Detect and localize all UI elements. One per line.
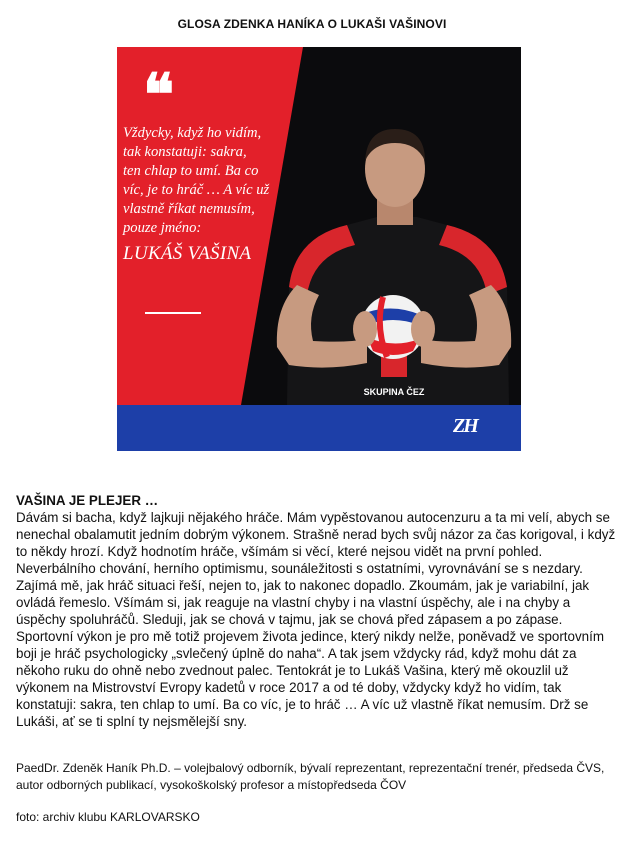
article-body: [16, 492, 616, 730]
quote-line: vlastně říkat nemusím,: [123, 201, 255, 217]
player-photo: [267, 117, 521, 405]
quote-line: Vždycky, když ho vidím,: [123, 125, 262, 141]
photo-credit: foto: archiv klubu KARLOVARSKO: [16, 810, 200, 824]
poster-player-name: LUKÁŠ VAŠINA: [123, 243, 252, 264]
quote-poster: [117, 47, 521, 451]
quote-mark-icon: ❝: [143, 63, 175, 128]
article-paragraph: Dávám si bacha, když lajkuji nějakého hráče. Mám vypěstovanou autocenzuru a ta mi velí, abych se nenechal obalamutit jedním dobrým výkonem. Strašně nerad bych svůj názor za čas korigoval, i když to někdy hrozí. Když hodnotím hráče, všímám si věcí, které nejsou vidět na první pohled. Neverbálního chování, herního optimismu, sounáležitosti s ostatními, vyrovnávání se s nezdary. Zajímá mě, jak hráč situaci řeší, nejen to, jak to nakonec dopadlo. Zkoumám, jak je variabilní, jak ovládá řemeslo. Všímám si, jak reaguje na vlastní chyby i na vlastní úspěchy, ale i na chyby a úspěchy spoluhráčů. Sleduji, jak se chová v tajmu, jak se chová před zápasem a po zápase. Sportovní výkon je pro mě totiž projevem života jedince, který nikdy nelže, poněvadž ve sportovním boji je hráč psychologicky „svlečený úplně do naha“. A tak jsem vždycky rád, když mohu dát za někoho ruku do ohně nebo zvednout palec. Tentokrát je to Lukáš Vašina, který mě okouzlil už výkonem na Mistrovství Evropy kadetů v roce 2017 a od té doby, vždycky když ho vidím, tak konstatuji: sakra, ten chlap to umí. Ba co víc, je to hráč … A víc už vlastně říkat nemusím. Drž se Lukáši, ať se ti splní ty nejsmělejší sny.: [16, 510, 616, 729]
article-heading: VAŠINA JE PLEJER …: [16, 493, 159, 508]
quote-line: víc, je to hráč … A víc už: [123, 182, 270, 198]
logo-icon: ZH: [453, 415, 477, 437]
quote-line: tak konstatuji: sakra,: [123, 144, 247, 160]
quote-line: ten chlap to umí. Ba co: [123, 163, 259, 179]
quote-line: pouze jméno:: [123, 220, 202, 236]
poster-divider: [145, 312, 201, 314]
article-title: GLOSA ZDENKA HANÍKA O LUKAŠI VAŠINOVI: [177, 17, 447, 31]
author-bio: PaedDr. Zdeněk Haník Ph.D. – volejbalový odborník, bývalí reprezentant, reprezentační trenér, předseda ČVS, autor odborných publikací, vysokoškolský profesor a místopředseda ČOV: [16, 761, 605, 792]
jersey-sponsor-text: SKUPINA ČEZ: [363, 387, 425, 397]
